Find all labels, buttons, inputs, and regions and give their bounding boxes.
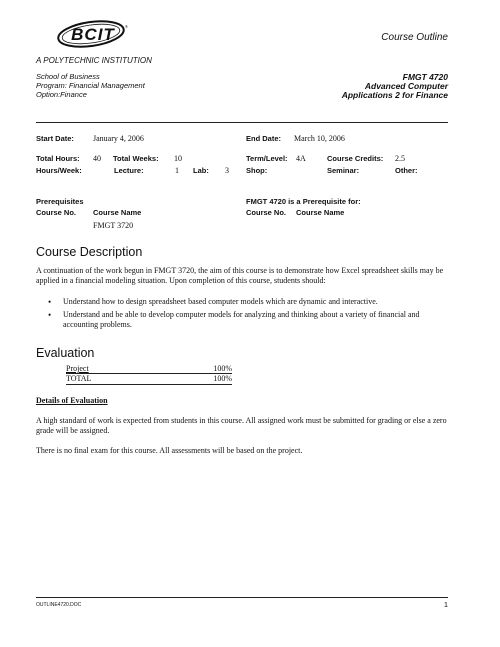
footer-divider <box>36 597 448 598</box>
course-description-heading: Course Description <box>36 245 143 259</box>
hours-week-label: Hours/Week: <box>36 166 82 175</box>
term-level-value: 4A <box>296 154 306 163</box>
institution-tagline: A POLYTECHNIC INSTITUTION <box>36 56 152 65</box>
start-date-label: Start Date: <box>36 134 74 143</box>
evaluation-total-value: 100% <box>213 374 232 383</box>
is-prereq-col-course-no: Course No. <box>246 208 287 217</box>
course-description-paragraph: A continuation of the work begun in FMGT 3720, the aim of this course is to demonstrate how Excel spreadsheet skills may be applied in a financial modeling situation. Upon completion of this course, students should: <box>36 266 444 285</box>
course-title-line-1: Advanced Computer <box>364 81 448 91</box>
total-hours-value: 40 <box>93 154 101 163</box>
course-title-line-2: Applications 2 for Finance <box>341 90 448 100</box>
details-of-evaluation-heading: Details of Evaluation <box>36 396 108 405</box>
prereq-course-name: FMGT 3720 <box>93 221 134 230</box>
lecture-label: Lecture: <box>114 166 144 175</box>
learning-outcome-item: • Understand how to design spreadsheet based computer models which are dynamic and interactive. <box>36 297 448 307</box>
lecture-value: 1 <box>175 166 179 175</box>
table-row <box>66 364 232 374</box>
evaluation-heading: Evaluation <box>36 346 95 360</box>
lab-label: Lab: <box>193 166 209 175</box>
page-number: 1 <box>443 600 448 609</box>
end-date-value: March 10, 2006 <box>294 134 345 143</box>
shop-label: Shop: <box>246 166 268 175</box>
seminar-label: Seminar: <box>327 166 360 175</box>
svg-text:®: ® <box>125 24 128 29</box>
evaluation-table <box>66 364 232 383</box>
total-hours-label: Total Hours: <box>36 154 80 163</box>
course-credits-label: Course Credits: <box>327 154 384 163</box>
lab-value: 3 <box>225 166 229 175</box>
document-type: Course Outline <box>381 32 448 43</box>
school-name: School of Business <box>36 72 100 81</box>
bcit-logo <box>55 16 131 52</box>
prereq-col-course-no: Course No. <box>36 208 77 217</box>
term-level-label: Term/Level: <box>246 154 288 163</box>
header-divider <box>36 122 448 123</box>
table-row <box>66 374 232 384</box>
evaluation-item-label: Project <box>66 364 89 373</box>
learning-outcome-item: • Understand and be able to develop computer models for analyzing and thinking about a variety of financial and accounting problems. <box>36 310 448 330</box>
is-prereq-col-course-name: Course Name <box>296 208 345 217</box>
program-name: Program: Financial Management <box>36 81 145 90</box>
evaluation-total-label: TOTAL <box>66 374 92 383</box>
learning-outcomes-list <box>36 297 448 333</box>
is-prereq-title: FMGT 4720 is a Prerequisite for: <box>246 197 361 206</box>
start-date-value: January 4, 2006 <box>93 134 144 143</box>
details-paragraph-1: A high standard of work is expected from students in this course. All assigned work must be submitted for grading or else a zero grade will be assigned. <box>36 416 447 435</box>
bcit-logo-mark <box>55 16 131 52</box>
other-label: Other: <box>395 166 418 175</box>
footer-filename: OUTLINE4720.DOC <box>36 602 82 608</box>
prereq-col-course-name: Course Name <box>93 208 142 217</box>
total-weeks-value: 10 <box>174 154 182 163</box>
option-name: Option:Finance <box>36 90 87 99</box>
end-date-label: End Date: <box>246 134 282 143</box>
bcit-logo-text: BCIT <box>71 25 115 44</box>
evaluation-table-bottom-rule <box>66 384 232 385</box>
course-credits-value: 2.5 <box>395 154 405 163</box>
total-weeks-label: Total Weeks: <box>113 154 159 163</box>
prerequisites-title: Prerequisites <box>36 197 84 206</box>
evaluation-item-value: 100% <box>213 364 232 373</box>
course-code: FMGT 4720 <box>402 72 448 82</box>
details-paragraph-2: There is no final exam for this course. All assessments will be based on the project. <box>36 446 303 455</box>
